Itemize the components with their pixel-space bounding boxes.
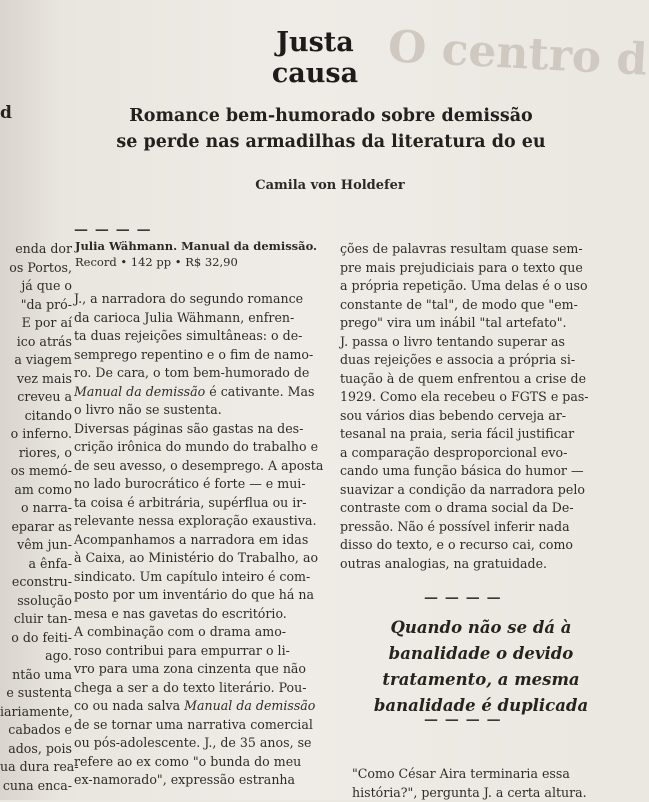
book-info	[75, 238, 317, 270]
left-column-line: ados, pois	[0, 740, 72, 759]
bottom-right-line: história?", pergunta J. a certa altura.	[352, 784, 612, 802]
pull-quote-line: Quando não se dá à	[362, 615, 600, 641]
left-column-line: ntão uma	[0, 666, 72, 685]
book-details: Record • 142 pp • R$ 32,90	[75, 254, 317, 270]
left-column-line: os Portos,	[0, 259, 72, 278]
middle-column-line: chega a ser a do texto literário. Pou-	[74, 679, 332, 698]
middle-column-line: Acompanhamos a narradora em idas	[74, 531, 332, 550]
right-column-line: tuação à de quem enfrentou a crise de	[340, 370, 610, 389]
facing-page-ghost-title: O centro d	[387, 21, 649, 86]
right-column-line: a comparação desproporcional evo-	[340, 444, 610, 463]
left-column-line: am como	[0, 481, 72, 500]
middle-column-line: da carioca Julia Wähmann, enfren-	[74, 309, 332, 328]
left-column-line: e sustenta	[0, 684, 72, 703]
left-column-line: cuna enca-	[0, 777, 72, 796]
right-column-line: duas rejeições e associa a própria si-	[340, 351, 610, 370]
right-column-line: 1929. Como ela recebeu o FGTS e pas-	[340, 388, 610, 407]
right-column-line: pressão. Não é possível inferir nada	[340, 518, 610, 537]
middle-column-line: J., a narradora do segundo romance	[74, 290, 332, 309]
pull-quote-line: banalidade o devido	[362, 641, 600, 667]
left-column-line: iariamente,	[0, 703, 72, 722]
right-column-line: a própria repetição. Uma delas é o uso	[340, 277, 610, 296]
middle-column-line: crição irônica do mundo do trabalho e	[74, 438, 332, 457]
left-column-line: já que o	[0, 277, 72, 296]
left-column-fragments	[0, 240, 72, 795]
middle-column-line: no lado burocrático é forte — e mui-	[74, 475, 332, 494]
middle-column-line: vro para uma zona cinzenta que não	[74, 660, 332, 679]
right-column-line: contraste com o drama social da De-	[340, 499, 610, 518]
middle-column-line: Diversas páginas são gastas na des-	[74, 420, 332, 439]
dash-rule-book: — — — —	[74, 222, 152, 238]
right-column-line: tesanal na praia, seria fácil justificar	[340, 425, 610, 444]
left-column-line: cabados e	[0, 721, 72, 740]
left-column-line: econstru-	[0, 573, 72, 592]
left-column-line: citando	[0, 407, 72, 426]
right-column-line: J. passa o livro tentando superar as	[340, 333, 610, 352]
deck-line-1: Romance bem-humorado sobre demissão	[96, 103, 566, 129]
right-column-line: ções de palavras resultam quase sem-	[340, 240, 610, 259]
right-column-line: constante de "tal", de modo que "em-	[340, 296, 610, 315]
middle-column-line: refere ao ex como "o bunda do meu	[74, 753, 332, 772]
right-column-line: pre mais prejudiciais para o texto que	[340, 259, 610, 278]
left-column-line: riores, o	[0, 444, 72, 463]
middle-column-line: co ou nada salva Manual da demissão	[74, 697, 332, 716]
right-column-line: disso do texto, e o recurso cai, como	[340, 536, 610, 555]
left-column-line: vez mais	[0, 370, 72, 389]
middle-column-line: sindicato. Um capítulo inteiro é com-	[74, 568, 332, 587]
left-column-line: eparar as	[0, 518, 72, 537]
left-column-line: ua dura rea-	[0, 758, 72, 777]
middle-column-line: à Caixa, ao Ministério do Trabalho, ao	[74, 549, 332, 568]
middle-column-line: roso contribui para empurrar o li-	[74, 642, 332, 661]
middle-column-line: de seu avesso, o desemprego. A aposta	[74, 457, 332, 476]
headline-line-2: causa	[200, 58, 430, 90]
left-column-line: o do feiti-	[0, 629, 72, 648]
middle-column-line: ex-namorado", expressão estranha	[74, 771, 332, 790]
left-column-line: o inferno.	[0, 425, 72, 444]
left-column-line: os memó-	[0, 462, 72, 481]
pull-quote	[362, 615, 600, 719]
byline: Camila von Holdefer	[230, 178, 430, 193]
right-column-line: prego" vira um inábil "tal artefato".	[340, 314, 610, 333]
middle-column-line: ta duas rejeições simultâneas: o de-	[74, 327, 332, 346]
left-column-line: cluir tan-	[0, 610, 72, 629]
bottom-right-text	[352, 765, 612, 802]
left-column-line: o narra-	[0, 499, 72, 518]
middle-column-line: A combinação com o drama amo-	[74, 623, 332, 642]
dash-rule-quote-bottom: — — — —	[424, 712, 502, 728]
left-column-line: vêm jun-	[0, 536, 72, 555]
right-column-line: cando uma função básica do humor —	[340, 462, 610, 481]
middle-column-line: de se tornar uma narrativa comercial	[74, 716, 332, 735]
headline-line-1: Justa	[200, 27, 430, 59]
left-column-line: a viagem	[0, 351, 72, 370]
middle-column-line: ou pós-adolescente. J., de 35 anos, se	[74, 734, 332, 753]
left-column-line: ico atrás	[0, 333, 72, 352]
right-column-text	[340, 240, 610, 573]
bottom-right-line: "Como César Aira terminaria essa	[352, 765, 612, 784]
middle-column-line: o livro não se sustenta.	[74, 401, 332, 420]
middle-column-line: ro. De cara, o tom bem-humorado de	[74, 364, 332, 383]
left-column-line: a ênfa-	[0, 555, 72, 574]
dash-rule-quote-top: — — — —	[424, 590, 502, 606]
left-column-line: ago.	[0, 647, 72, 666]
middle-column-line: semprego repentino e o fim de namo-	[74, 346, 332, 365]
pull-quote-line: banalidade é duplicada	[362, 693, 600, 719]
left-column-line: enda dor	[0, 240, 72, 259]
middle-column-line: mesa e nas gavetas do escritório.	[74, 605, 332, 624]
book-author-title: Julia Wähmann. Manual da demissão.	[75, 238, 317, 254]
left-column-line: "da pró-	[0, 296, 72, 315]
middle-column-line: posto por um inventário do que há na	[74, 586, 332, 605]
left-column-line: ssolução	[0, 592, 72, 611]
middle-column-line: Manual da demissão é cativante. Mas	[74, 383, 332, 402]
left-column-line: E por aí	[0, 314, 72, 333]
left-column-line: creveu a	[0, 388, 72, 407]
middle-column-line: ta coisa é arbitrária, supérflua ou ir-	[74, 494, 332, 513]
left-page-heading-fragment: d	[0, 103, 12, 123]
right-column-line: suavizar a condição da narradora pelo	[340, 481, 610, 500]
pull-quote-line: tratamento, a mesma	[362, 667, 600, 693]
right-column-line: sou vários dias bebendo cerveja ar-	[340, 407, 610, 426]
middle-column-line: relevante nessa exploração exaustiva.	[74, 512, 332, 531]
middle-column-text	[74, 290, 332, 790]
deck-line-2: se perde nas armadilhas da literatura do eu	[96, 129, 566, 155]
right-column-line: outras analogias, na gratuidade.	[340, 555, 610, 574]
